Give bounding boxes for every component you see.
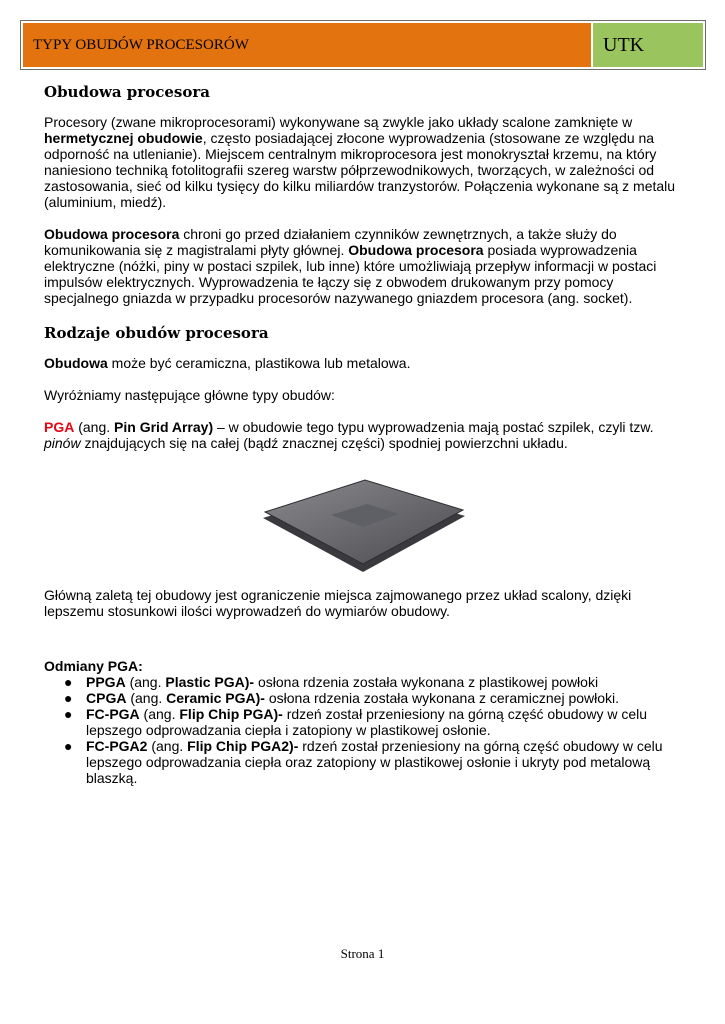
page-number: Strona 1 — [340, 946, 385, 961]
text: Procesory (zwane mikroprocesorami) wykonywane są zwykle jako układy scalone zamknięte w — [44, 114, 633, 130]
variant-full-name: Plastic PGA)- — [165, 674, 255, 690]
variant-full-name: Flip Chip PGA)- — [179, 706, 283, 722]
text: (ang. — [74, 419, 115, 435]
text: , często posiadającej złocone wyprowadzenia (stosowane ze względu na odporność na utlenianie). Miejscem centralnym mikroprocesora jest monokryształ krzemu, na który naniesiono techniką fotolitografii szereg warstw półprzewodnikowych, tworzących, w zależności od zastosowania, sieć od kilku tysięcy do kilku miliardów tranzystorów. Połączenia wykonane są z metalu (aluminium, miedź). — [44, 130, 676, 210]
list-item — [64, 738, 684, 786]
paragraph-advantage: Główną zaletą tej obudowy jest ograniczenie miejsca zajmowanego przez układ scalony, dzięki lepszemu stosunkowi ilości wyprowadzeń do wymiarów obudowy. — [44, 587, 632, 619]
text: – w obudowie tego typu wyprowadzenia mają postać szpilek, czyli tzw. — [213, 419, 654, 435]
text: (ang. — [139, 706, 180, 722]
paragraph-types-intro: Wyróżniamy następujące główne typy obudów: — [44, 387, 335, 403]
paragraph-intro — [44, 114, 684, 210]
paragraph-materials — [44, 355, 684, 371]
bullet-icon: ● — [64, 674, 73, 690]
pga-image-container — [44, 460, 684, 576]
variant-description: osłona rdzenia została wykonana z plastikowej powłoki — [254, 674, 599, 690]
variant-name: PPGA — [86, 674, 126, 690]
bold-text: Pin Grid Array) — [114, 419, 214, 435]
list-item — [64, 690, 684, 706]
list-item — [64, 674, 684, 690]
bullet-icon: ● — [64, 690, 73, 706]
text: (ang. — [126, 690, 167, 706]
section-heading-rodzaje: Rodzaje obudów procesora — [44, 324, 269, 342]
bold-text: Obudowa procesora — [44, 226, 180, 242]
section-heading-obudowa: Obudowa procesora — [44, 83, 210, 101]
variant-name: FC-PGA2 — [86, 738, 148, 754]
text: chroni go przed działaniem czynników zewnętrznych, a także służy do komunikowania się z magistralami płyty głównej. — [44, 226, 617, 258]
text: posiada wyprowadzenia elektryczne (nóżki, piny w postaci szpilek, lub inne) które umożliwiają przepływ informacji w postaci impulsów elektrycznych. Wyprowadzenia te łączy się z obwodem drukowanym przy pomocy specjalnego gniazda w przypadku procesorów nazywanego gniazdem procesora (ang. socket). — [44, 242, 657, 306]
bold-text: Obudowa — [44, 355, 108, 371]
bold-text: Obudowa procesora — [348, 242, 484, 258]
variant-description: rdzeń został przeniesiony na górną część obudowy w celu lepszego odprowadzania ciepła i zatopiony w plastikowej osłonie. — [86, 706, 648, 738]
page-header — [20, 20, 706, 70]
document-body — [44, 78, 684, 786]
bold-text: hermetycznej obudowie — [44, 130, 203, 146]
list-item — [64, 706, 684, 738]
pga-processor-image — [259, 460, 469, 576]
variant-full-name: Ceramic PGA)- — [166, 690, 265, 706]
bullet-icon: ● — [64, 738, 73, 754]
italic-text: pinów — [44, 435, 81, 451]
bullet-icon: ● — [64, 706, 73, 722]
variant-description: rdzeń został przeniesiony na górną część obudowy w celu lepszego odprowadzania ciepła oraz zatopiony w plastikowej osłonie i ukryty pod metalową blaszką. — [86, 738, 663, 786]
variants-list — [44, 674, 684, 786]
text: (ang. — [125, 674, 166, 690]
paragraph-protection — [44, 226, 684, 306]
paragraph-pga — [44, 419, 684, 451]
variant-name: CPGA — [86, 690, 127, 706]
variants-heading: Odmiany PGA: — [44, 658, 143, 674]
text: znajdujących się na całej (bądź znacznej części) spodniej powierzchni układu. — [80, 435, 568, 451]
pga-label: PGA — [44, 419, 75, 435]
header-title: TYPY OBUDÓW PROCESORÓW — [23, 23, 593, 67]
header-tag: UTK — [593, 23, 703, 67]
variant-name: FC-PGA — [86, 706, 140, 722]
variant-full-name: Flip Chip PGA2)- — [187, 738, 299, 754]
text: może być ceramiczna, plastikowa lub metalowa. — [107, 355, 411, 371]
variant-description: osłona rdzenia została wykonana z ceramicznej powłoki. — [264, 690, 620, 706]
text: (ang. — [147, 738, 188, 754]
